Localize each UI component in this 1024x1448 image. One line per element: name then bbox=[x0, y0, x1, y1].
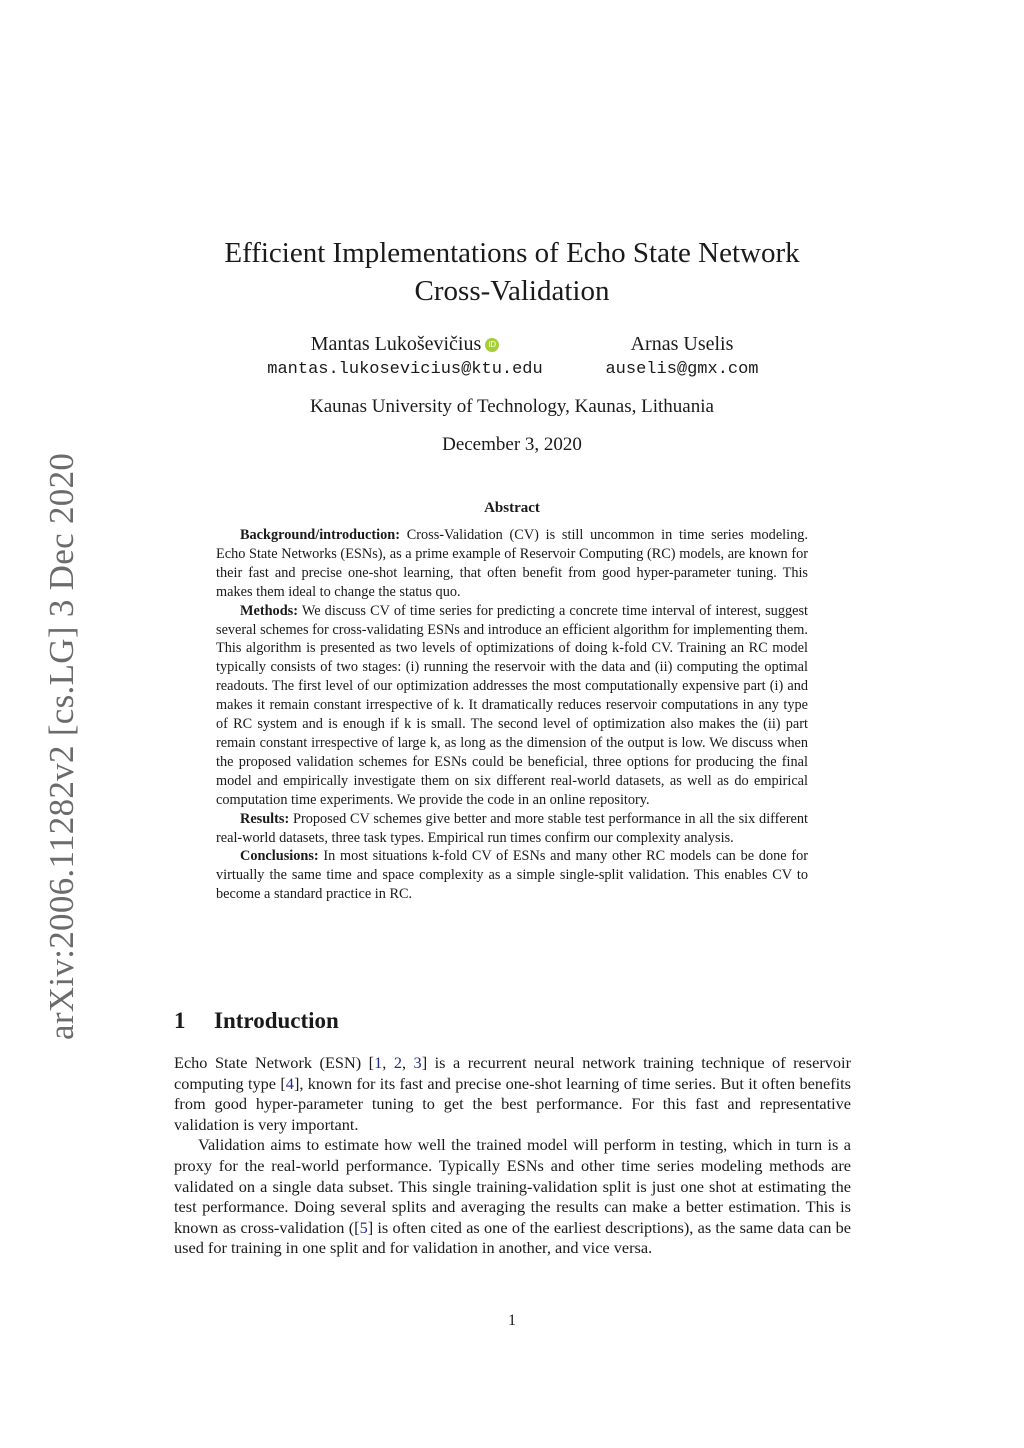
abstract-text: Cross-Validation (CV) is still uncommon in time series modeling. Echo State Networks (ESNs), as a prime example of Reservoir Computing (RC) models, are known for their fast and precise one-shot learning, that often benefit from good hyper-parameter tuning. This makes them ideal to change the status quo. bbox=[216, 527, 808, 600]
author-email[interactable]: auselis@gmx.com bbox=[605, 360, 759, 379]
section-heading bbox=[174, 1008, 339, 1034]
text-run: Validation aims to estimate how well the trained model will perform in testing, which in turn is a proxy for the real-world performance. Typically ESNs and other time series modeling methods are validated on a single data subset. This single training-validation split is just one shot at estimating the test performance. Doing several splits and averaging the results can make a better estimation. This is known as cross-validation ([ bbox=[174, 1135, 851, 1237]
title-line-1: Efficient Implementations of Echo State Network bbox=[224, 237, 800, 269]
abstract-label: Conclusions: bbox=[240, 848, 319, 865]
intro-paragraph bbox=[174, 1135, 851, 1259]
author-block-2 bbox=[582, 331, 782, 383]
author-name: Mantas Lukoševičius bbox=[310, 333, 482, 355]
citation-link[interactable]: 2 bbox=[393, 1053, 402, 1072]
abstract-text: In most situations k-fold CV of ESNs and many other RC models can be done for virtually the same time and space complexity as a simple single-split validation. This enables CV to become a standard practice in RC. bbox=[216, 848, 809, 903]
section-number: 1 bbox=[174, 1008, 186, 1033]
text-run: , bbox=[401, 1053, 414, 1072]
title-line-2: Cross-Validation bbox=[414, 275, 610, 307]
author-name: Arnas Uselis bbox=[630, 333, 734, 355]
text-run: ] is a recurrent neural network training technique of reservoir computing type [ bbox=[174, 1053, 851, 1093]
text-run: ] is often cited as one of the earliest descriptions), as the same data can be used for training in one split and for validation in another, and vice versa. bbox=[174, 1217, 851, 1258]
abstract-body bbox=[216, 526, 808, 904]
paper-title bbox=[150, 234, 874, 310]
introduction-body bbox=[174, 1053, 851, 1259]
arxiv-identifier: arXiv:2006.11282v2 [cs.LG] 3 Dec 2020 bbox=[42, 452, 81, 1040]
affiliation: Kaunas University of Technology, Kaunas, Lithuania bbox=[310, 396, 714, 417]
abstract-text: Proposed CV schemes give better and more stable test performance in all the six different real-world datasets, three task types. Empirical run times confirm our complexity analysis. bbox=[216, 810, 809, 846]
citation-link[interactable]: 5 bbox=[359, 1217, 368, 1237]
abstract-text: We discuss CV of time series for predicting a concrete time interval of interest, suggest several schemes for cross-validating ESNs and introduce an efficient algorithm for implementing them. This algorithm is presented as two levels of optimizations of doing k-fold CV. Training an RC model typically consists of two stages: (i) running the reservoir with the data and (ii) computing the optimal readouts. The first level of our optimization addresses the most computationally expensive part (i) and makes it remain constant irrespective of k. It dramatically reduces reservoir computations in any type of RC system and is enough if k is small. The second level of optimization also makes the (ii) part remain constant irrespective of large k, as long as the dimension of the output is low. We discuss when the proposed validation schemes for ESNs could be beneficial, three options for producing the final model and empirically investigate them on six different real-world datasets, as well as do empirical computation time experiments. We provide the code in an online repository. bbox=[216, 602, 808, 808]
intro-paragraph bbox=[174, 1053, 851, 1135]
abstract-paragraph bbox=[216, 526, 808, 602]
citation-link[interactable]: 3 bbox=[413, 1053, 422, 1072]
text-run: , bbox=[382, 1053, 394, 1072]
text-run: Echo State Network (ESN) [ bbox=[174, 1053, 375, 1072]
abstract-paragraph bbox=[216, 602, 808, 810]
abstract-paragraph bbox=[216, 810, 808, 848]
citation-link[interactable]: 1 bbox=[374, 1053, 383, 1072]
abstract-paragraph bbox=[216, 847, 808, 904]
citation-link[interactable]: 4 bbox=[285, 1073, 294, 1093]
abstract-label: Background/introduction: bbox=[240, 527, 400, 543]
abstract-label: Results: bbox=[240, 810, 290, 827]
abstract-label: Methods: bbox=[240, 602, 298, 619]
author-block-1 bbox=[245, 331, 565, 383]
page-number: 1 bbox=[508, 1312, 516, 1329]
text-run: ], known for its fast and precise one-shot learning of time series. But it often benefits from good hyper-parameter tuning to get the best performance. For this fast and representative validation is very important. bbox=[174, 1073, 852, 1134]
publication-date: December 3, 2020 bbox=[442, 434, 582, 455]
abstract-heading: Abstract bbox=[484, 500, 540, 516]
orcid-icon[interactable]: iD bbox=[485, 338, 499, 352]
author-email[interactable]: mantas.lukosevicius@ktu.edu bbox=[267, 360, 543, 379]
section-title: Introduction bbox=[214, 1008, 339, 1033]
author-name-line bbox=[245, 331, 565, 357]
